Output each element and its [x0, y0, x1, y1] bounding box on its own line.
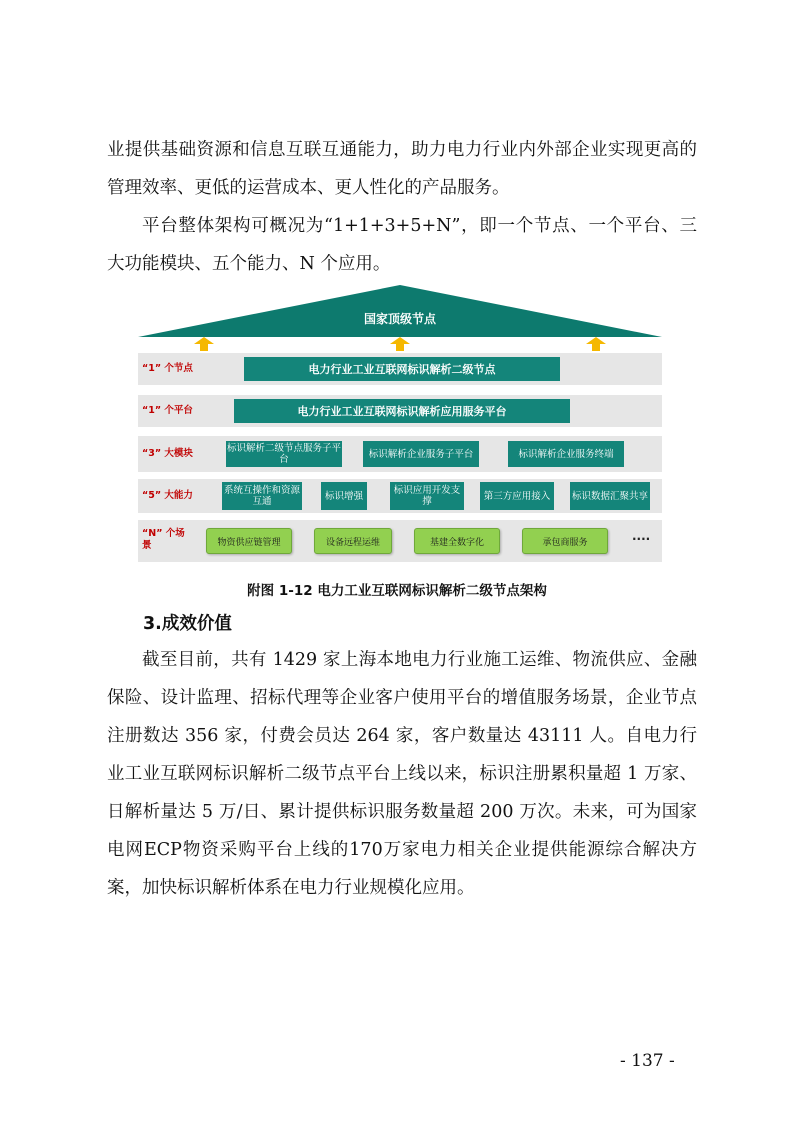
ability-box: 标识增强: [321, 482, 367, 510]
ability-box: 标识数据汇聚共享: [570, 482, 650, 510]
up-arrow-icon: [194, 337, 214, 351]
roof-title: 国家顶级节点: [363, 312, 436, 326]
more-scenes-ellipsis: ····: [632, 532, 651, 546]
scene-box: 设备远程运维: [314, 528, 392, 554]
row-scenes: [138, 520, 662, 562]
module-box: 标识解析企业服务终端: [508, 441, 624, 467]
up-arrow-icon: [586, 337, 606, 351]
figure-caption: 附图 1-12 电力工业互联网标识解析二级节点架构: [247, 583, 547, 599]
paragraph-intro: 业提供基础资源和信息互联互通能力，助力电力行业内外部企业实现更高的管理效率、更低的运营成本、更人性化的产品服务。: [107, 140, 697, 198]
up-arrow-icon: [390, 337, 410, 351]
paragraph-architecture: 平台整体架构可概况为“1+1+3+5+N”，即一个节点、一个平台、三大功能模块、五个能力、N 个应用。: [107, 216, 697, 274]
row-label: “1” 个平台: [142, 405, 193, 416]
platform-box: 电力行业工业互联网标识解析应用服务平台: [234, 399, 570, 423]
row-label: “N” 个场景: [142, 528, 185, 551]
scene-box: 基建全数字化: [414, 528, 500, 554]
ability-box: 第三方应用接入: [480, 482, 554, 510]
section-heading: 3.成效价值: [143, 614, 232, 634]
row-abilities: [138, 479, 662, 513]
paragraph-results: 截至目前，共有 1429 家上海本地电力行业施工运维、物流供应、金融保险、设计监理、招标代理等企业客户使用平台的增值服务场景，企业节点注册数达 356 家，付费会员达 264 家，客户数量达 43111 人。自电力行业工业互联网标识解析二级节点平台上线以来，标识注册累积量超 1 万家、日解析量达 5 万/日、累计提供标识服务数量超 200 万次。未来，可为国家电网ECP物资采购平台上线的170万家电力相关企业提供能源综合解决方案，加快标识解析体系在电力行业规模化应用。: [107, 650, 697, 898]
row-label: “1” 个节点: [142, 363, 193, 374]
row-modules: [138, 436, 662, 472]
row-node: [138, 353, 662, 385]
module-box: 标识解析二级节点服务子平台: [226, 443, 341, 465]
node-box: 电力行业工业互联网标识解析二级节点: [244, 357, 560, 381]
module-box: 标识解析企业服务子平台: [363, 441, 479, 467]
scene-box: 物资供应链管理: [206, 528, 292, 554]
row-label: “5” 大能力: [142, 490, 193, 501]
row-platform: [138, 395, 662, 427]
ability-box: 系统互操作和资源互通: [222, 482, 302, 510]
architecture-diagram: [138, 283, 662, 565]
ability-box: 标识应用开发支撑: [390, 482, 464, 510]
row-label: “3” 大模块: [142, 448, 193, 459]
scene-box: 承包商服务: [522, 528, 608, 554]
page-number: - 137 -: [620, 1051, 675, 1071]
